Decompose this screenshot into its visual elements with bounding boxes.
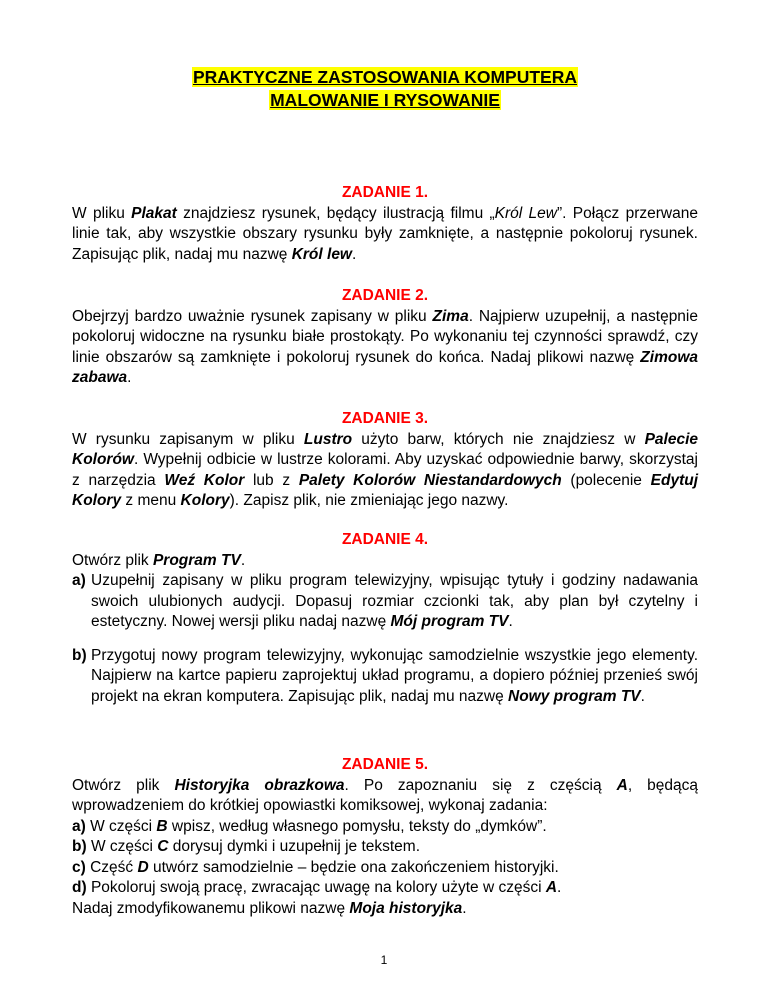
title-line-2: MALOWANIE I RYSOWANIE bbox=[270, 90, 500, 110]
task-5-heading: ZADANIE 5. bbox=[341, 756, 429, 773]
task-3-heading: ZADANIE 3. bbox=[341, 410, 429, 427]
task-1-heading: ZADANIE 1. bbox=[341, 184, 429, 201]
task-2-heading: ZADANIE 2. bbox=[341, 287, 429, 304]
task-5 bbox=[72, 755, 698, 919]
task-5-item-a: a) W części B wpisz, według własnego pomysłu, teksty do „dymków”. bbox=[72, 817, 547, 835]
page-number: 1 bbox=[380, 953, 388, 967]
task-4 bbox=[72, 530, 698, 707]
task-1 bbox=[72, 183, 698, 265]
document-title bbox=[72, 66, 698, 112]
task-5-intro: Otwórz plik Historyjka obrazkowa. Po zapoznaniu się z częścią A, będącą wprowadzeniem do krótkiej opowiastki komiksowej, wykonaj zadania: bbox=[72, 776, 699, 814]
task-5-item-c: c) Część D utwórz samodzielnie – będzie ona zakończeniem historyjki. bbox=[72, 858, 559, 876]
title-line-1: PRAKTYCZNE ZASTOSOWANIA KOMPUTERA bbox=[192, 67, 578, 87]
task-3-text: W rysunku zapisanym w pliku Lustro użyto barw, których nie znajdziesz w Palecie Kolorów. Wypełnij odbicie w lustrze kolorami. Aby uzyskać odpowiednie barwy, skorzystaj z narzędzia Weź Kolor lub z Palety Kolorów Niestandardowych (polecenie Edytuj Kolory z menu Kolory). Zapisz plik, nie zmieniając jego nazwy. bbox=[72, 430, 699, 509]
task-5-item-d: d) Pokoloruj swoją pracę, zwracając uwagę na kolory użyte w części A. bbox=[72, 879, 562, 896]
task-4-heading: ZADANIE 4. bbox=[341, 531, 429, 548]
task-4-intro: Otwórz plik Program TV. bbox=[72, 551, 246, 569]
task-2-text: Obejrzyj bardzo uważnie rysunek zapisany w pliku Zima. Najpierw uzupełnij, a następnie pokoloruj widoczne na rysunku białe prostokąty. Po wykonaniu tej czynności sprawdź, czy linie obszarów są zamknięte i pokoloruj rysunek do końca. Nadaj plikowi nazwę Zimowa zabawa. bbox=[72, 307, 698, 386]
task-5-closing: Nadaj zmodyfikowanemu plikowi nazwę Moja historyjka. bbox=[72, 899, 467, 917]
task-3 bbox=[72, 409, 698, 512]
task-5-item-b: b) W części C dorysuj dymki i uzupełnij je tekstem. bbox=[72, 838, 421, 855]
task-4-item-a: a) Uzupełnij zapisany w pliku program telewizyjny, wpisując tytuły i godziny nadawania swoich ulubionych audycji. Dopasuj rozmiar czcionki tak, aby plan był czytelny i estetyczny. Nowej wersji pliku nadaj nazwę Mój program TV. bbox=[72, 572, 698, 630]
task-1-text: W pliku Plakat znajdziesz rysunek, będący ilustracją filmu „Król Lew”. Połącz przerwane linie tak, aby wszystkie obszary rysunku były zamknięte, a następnie pokoloruj rysunek. Zapisując plik, nadaj mu nazwę Król lew. bbox=[72, 204, 698, 263]
task-4-item-b: b) Przygotuj nowy program telewizyjny, wykonując samodzielnie wszystkie jego elementy. Najpierw na kartce papieru zaprojektuj układ programu, a dopiero później przenieś swój projekt na ekran komputera. Zapisując plik, nadaj mu nazwę Nowy program TV. bbox=[72, 646, 698, 705]
task-2 bbox=[72, 286, 698, 389]
